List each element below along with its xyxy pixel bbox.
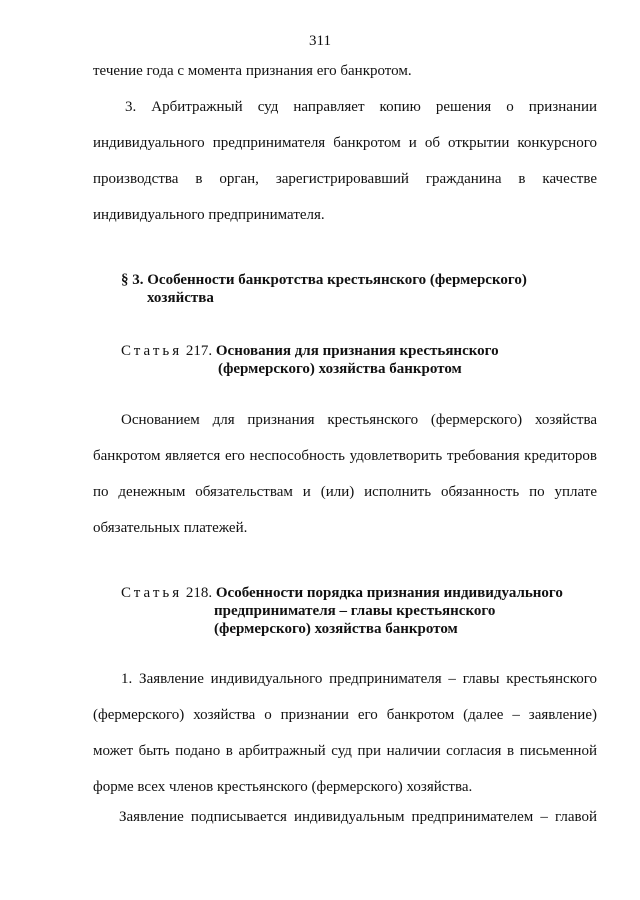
article-title-line-1: Основания для признания крестьянского: [212, 343, 499, 359]
article-217-heading: [121, 342, 625, 360]
article-218-title-line-2: предпринимателя – главы крестьянского: [214, 603, 496, 619]
art217-body-line-4: обязательных платежей.: [93, 520, 248, 536]
intro-line: течение года с момента признания его банкротом.: [93, 63, 412, 79]
article-word: Статья: [121, 585, 183, 601]
clause3-line-1: 3. Арбитражный суд направляет копию решения о признании: [125, 99, 597, 115]
article-title-line-1: Особенности порядка признания индивидуального: [212, 585, 563, 601]
art217-body-line-1: Основанием для признания крестьянского (фермерского) хозяйства: [121, 412, 597, 428]
section-heading-line-1: § 3. Особенности банкротства крестьянского (фермерского): [121, 272, 527, 288]
section-heading-line-2: хозяйства: [147, 290, 214, 306]
clause3-line-4: индивидуального предпринимателя.: [93, 207, 325, 223]
art218-body-line-1: 1. Заявление индивидуального предпринимателя – главы крестьянского: [121, 671, 597, 687]
article-218-title-line-3: (фермерского) хозяйства банкротом: [214, 621, 458, 637]
article-218-heading: [121, 584, 625, 602]
art217-body-line-2: банкротом является его неспособность удовлетворить требования кредиторов: [93, 448, 597, 464]
article-number: 218.: [182, 585, 213, 601]
art218-body-line-3: может быть подано в арбитражный суд при наличии согласия в письменной: [93, 743, 597, 759]
article-word: Статья: [121, 343, 183, 359]
clause3-line-3: производства в орган, зарегистрировавший гражданина в качестве: [93, 171, 597, 187]
art218-body-line-5: Заявление подписывается индивидуальным предпринимателем – главой: [119, 809, 597, 825]
article-217-title-line-2: (фермерского) хозяйства банкротом: [218, 361, 462, 377]
art218-body-line-4: форме всех членов крестьянского (фермерского) хозяйства.: [93, 779, 473, 795]
article-number: 217.: [182, 343, 213, 359]
page-number: 311: [309, 33, 331, 49]
art218-body-line-2: (фермерского) хозяйства о признании его банкротом (далее – заявление): [93, 707, 597, 723]
art217-body-line-3: по денежным обязательствам и (или) исполнить обязанность по уплате: [93, 484, 597, 500]
clause3-line-2: индивидуального предпринимателя банкротом и об открытии конкурсного: [93, 135, 597, 151]
